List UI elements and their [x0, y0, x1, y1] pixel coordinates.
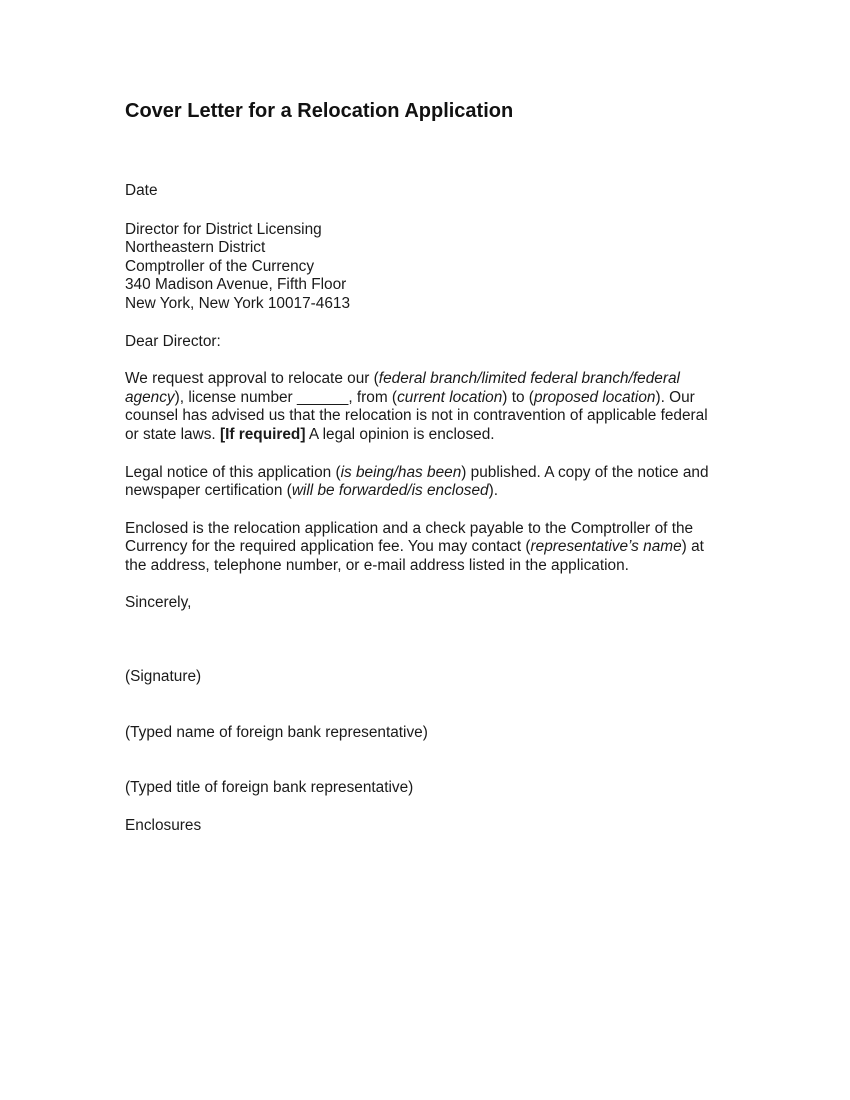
- paragraph-text-bold: [If required]: [219, 425, 306, 443]
- salutation: Dear Director:: [125, 332, 221, 350]
- paragraph-text: ) published. A copy of the notice and newspaper certification (: [125, 463, 709, 500]
- typed-title-placeholder: (Typed title of foreign bank representative): [125, 779, 414, 797]
- address-line: Northeastern District: [125, 239, 266, 257]
- letter-date: Date: [125, 182, 158, 199]
- paragraph-text-italic: representative’s name: [530, 538, 682, 556]
- enclosures-label: Enclosures: [125, 816, 202, 834]
- address-line: 340 Madison Avenue, Fifth Floor: [125, 276, 347, 294]
- paragraph-text: Legal notice of this application (: [125, 463, 341, 481]
- paragraph-text: ) at the address, telephone number, or e-mail address listed in the application.: [125, 538, 704, 574]
- paragraph-text-italic: proposed location: [533, 388, 656, 406]
- typed-name-placeholder: (Typed name of foreign bank representative): [125, 723, 428, 741]
- paragraph-text-italic: federal branch/limited federal branch/federal agency: [125, 370, 680, 406]
- closing: Sincerely,: [125, 593, 192, 611]
- paragraph-enclosed-application: [125, 520, 725, 576]
- paragraph-text-italic: is being/has been: [340, 463, 462, 481]
- address-line: New York, New York 10017-4613: [125, 294, 351, 312]
- recipient-address: [125, 221, 725, 314]
- letter-body: [125, 98, 725, 835]
- document-title: Cover Letter for a Relocation Application: [125, 100, 514, 122]
- paragraph-text: ). Our counsel has advised us that the relocation is not in contravention of applicable federal or state laws.: [125, 388, 708, 443]
- address-line: Comptroller of the Currency: [125, 257, 315, 275]
- paragraph-legal-notice: [125, 464, 725, 501]
- paragraph-text: A legal opinion is enclosed.: [305, 425, 495, 443]
- signature-placeholder: (Signature): [125, 668, 202, 686]
- paragraph-text-italic: current location: [397, 388, 503, 406]
- paragraph-text: ).: [488, 482, 498, 500]
- paragraph-text: ) to (: [502, 388, 534, 406]
- paragraph-text: We request approval to relocate our (: [125, 370, 379, 388]
- paragraph-text: ), license number ______, from (: [174, 388, 398, 406]
- paragraph-relocation-request: [125, 370, 725, 444]
- address-line: Director for District Licensing: [125, 220, 322, 238]
- paragraph-text-italic: will be forwarded/is enclosed: [291, 482, 489, 500]
- paragraph-text: Enclosed is the relocation application and a check payable to the Comptroller of the Currency for the required application fee. You may contact (: [125, 519, 694, 556]
